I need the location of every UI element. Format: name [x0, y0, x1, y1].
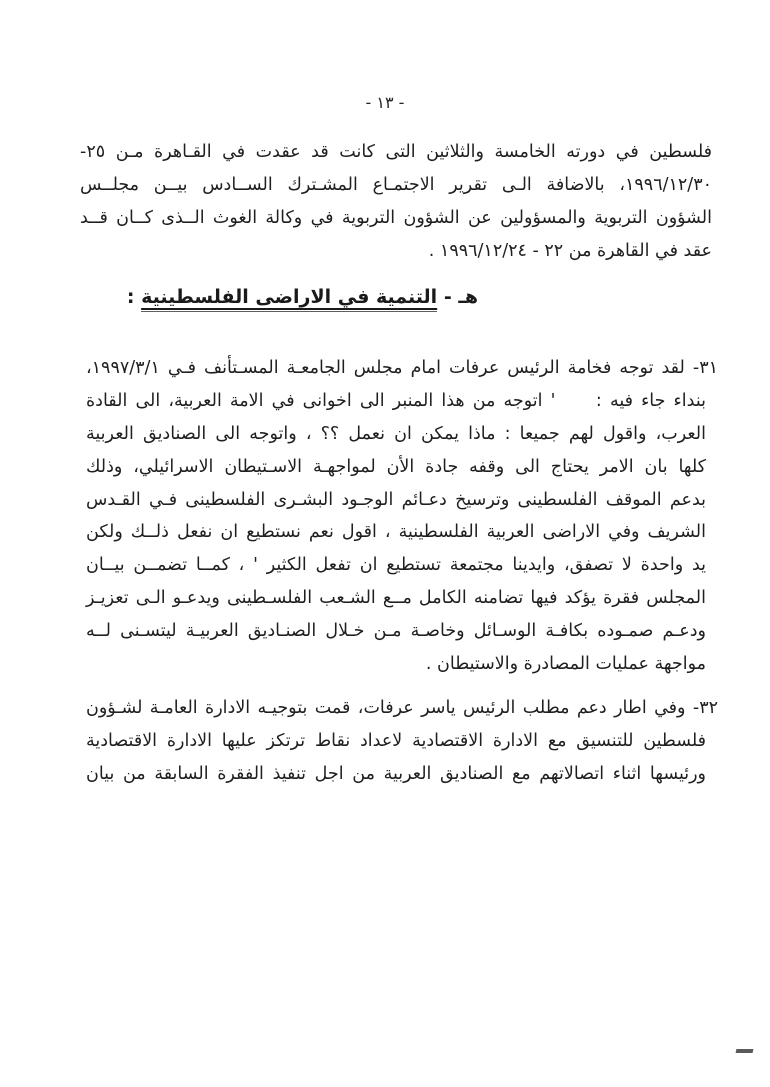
text-line: بدعم الموقف الفلسطينى وترسيخ دعـائم الوجـود البشـرى الفلسطينى فـي القـدس — [86, 489, 706, 510]
text-line: العرب، واقول لهم جميعا : ماذا يمكن ان نعمل ؟؟ ، واتوجه الى الصناديق العربية — [86, 423, 706, 444]
text-line: عقد في القاهرة من ٢٢ - ١٩٩٦/١٢/٢٤ . — [428, 240, 712, 261]
text-line: فلسطين في دورته الخامسة والثلاثين التى كانت قد عقدت في القـاهرة مـن ٢٥- — [80, 142, 712, 162]
page-number: - ١٣ - — [365, 93, 405, 112]
text-line: فلسطين للتنسيق مع الادارة الاقتصادية لاعداد نقاط ترتكز عليها الادارة الاقتصادية — [86, 730, 706, 751]
text-line: يد واحدة لا تصفق، وايدينا مجتمعة تستطيع ان تفعل الكثير ' ، كمــا تضمــن بيــان — [86, 555, 706, 576]
text-line: ٣١- لقد توجه فخامة الرئيس عرفات امام مجلس الجامعـة المسـتأنف فـي ١٩٩٧/٣/١، — [86, 358, 718, 378]
paragraph-31 — [86, 352, 718, 681]
text-line: ورئيسها اثناء اتصالاتهم مع الصناديق العربية من اجل تنفيذ الفقرة السابقة من بيان — [86, 763, 706, 784]
section-heading-prefix: هـ - — [437, 286, 478, 308]
text-line: ١٩٩٦/١٢/٣٠، بالاضافة الـى تقرير الاجتمـاع المشـترك الســادس بيــن مجلــس — [80, 174, 712, 195]
text-line: ٣٢- وفي اطار دعم مطلب الرئيس ياسر عرفات، قمت بتوجيـه الادارة العامـة لشـؤون — [86, 698, 718, 718]
text-line: ودعـم صمـوده بكافـة الوسـائل وخاصـة مـن خـلال الصنـاديق العربيـة ليتسـنى لــه — [86, 621, 706, 642]
section-heading-title: التنمية في الاراضى الفلسطينية — [141, 286, 437, 312]
intro-paragraph — [80, 136, 712, 268]
scan-artifact-mark — [736, 1049, 754, 1053]
text-line: مواجهة عمليات المصادرة والاستيطان . — [425, 654, 706, 675]
text-line: الشؤون التربوية والمسؤولين عن الشؤون التربوية في وكالة الغوث الــذى كــان قــد — [80, 207, 712, 228]
text-line: بنداء جاء فيه : ' اتوجه من هذا المنبر الى اخوانى في الامة العربية، الى القادة — [86, 390, 706, 411]
text-line: الشريف وفي الاراضى العربية الفلسطينية ، اقول نعم نستطيع ان نفعل ذلــك ولكن — [86, 522, 706, 543]
text-line: المجلس فقرة يؤكد فيها تضامنه الكامل مــع الشـعب الفلسـطينى ويدعـو الـى تعزيـز — [86, 588, 706, 609]
text-line: كلها بان الامر يحتاج الى وقفه جادة الأن لمواجهـة الاسـتيطان الاسرائيلي، وذلك — [86, 456, 706, 477]
paragraph-32 — [86, 692, 718, 791]
section-heading-colon: : — [126, 286, 142, 308]
section-heading — [127, 282, 478, 312]
